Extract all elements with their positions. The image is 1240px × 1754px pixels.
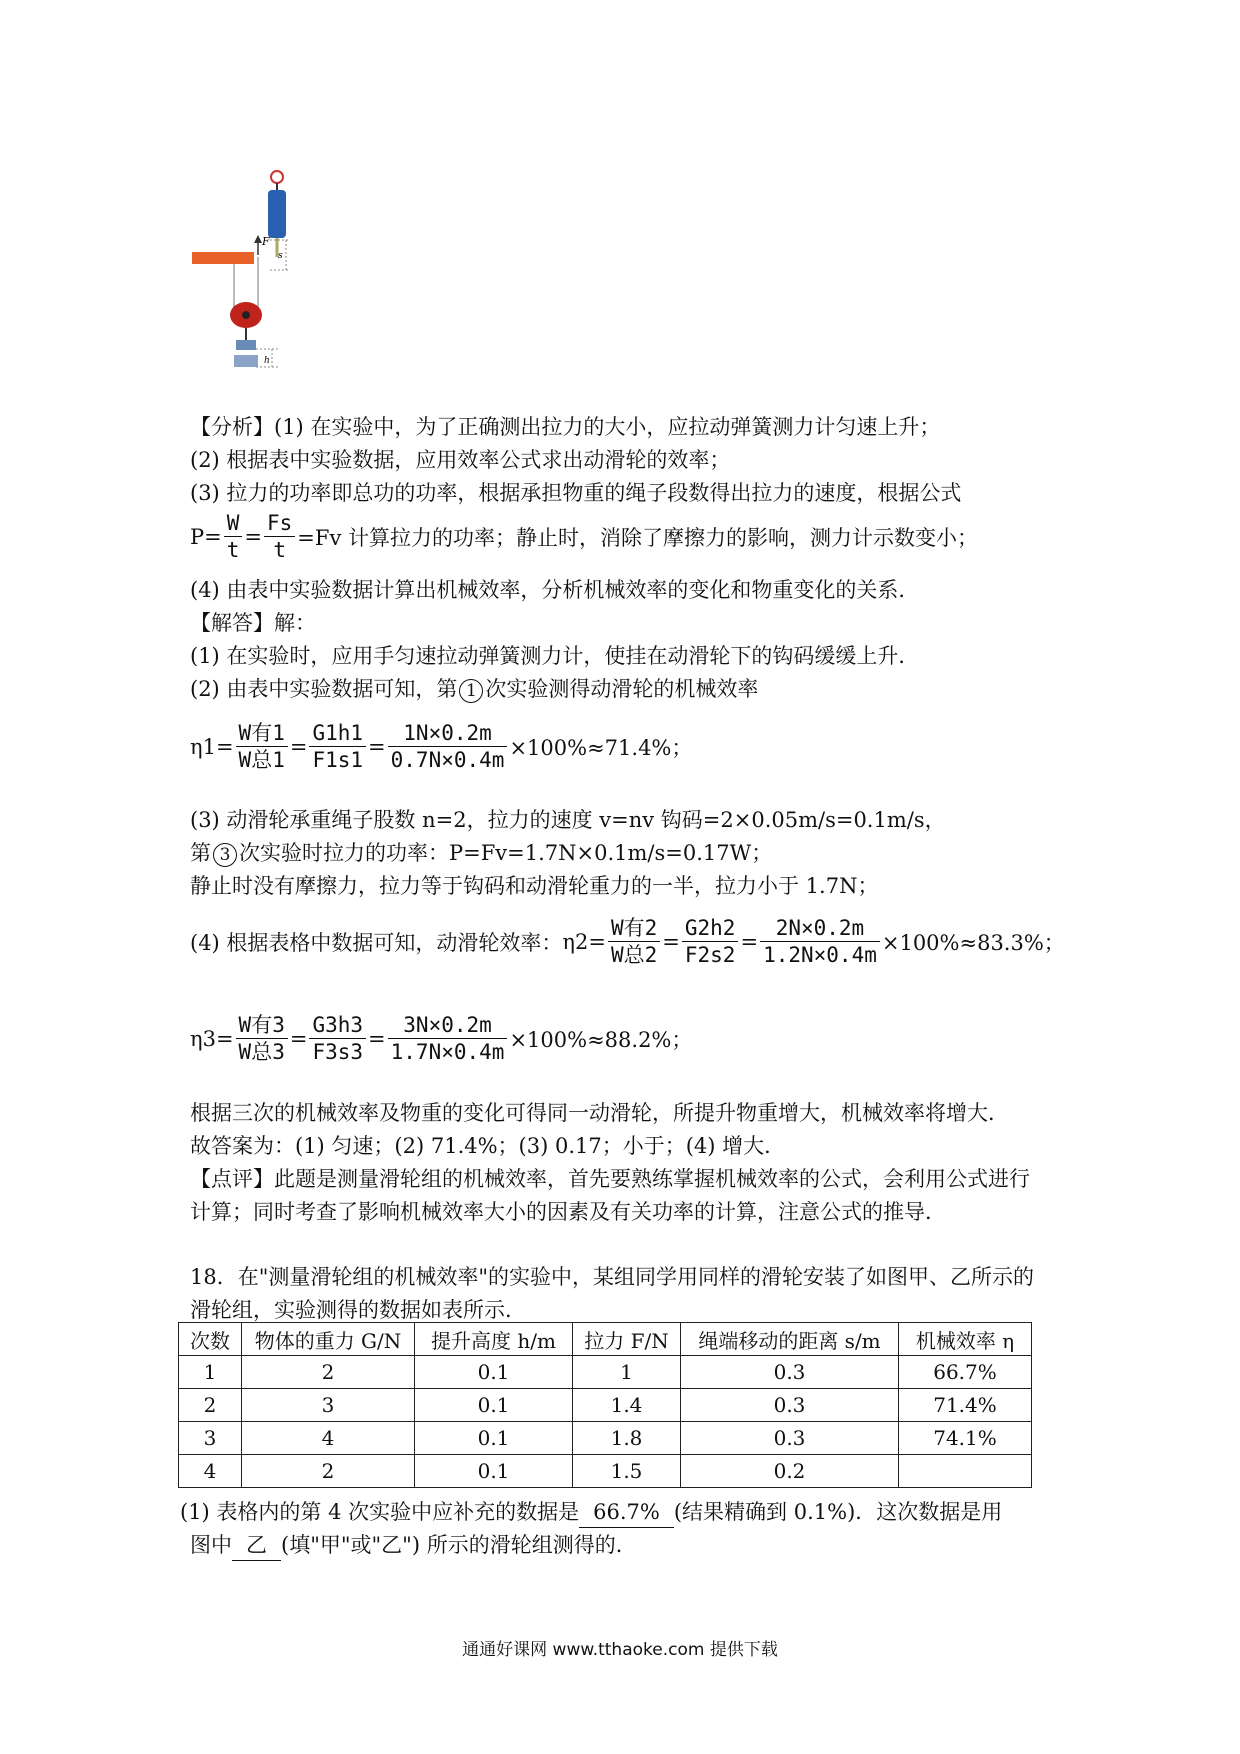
power-formula-line: P= $\frac{W}{t}$ = $\frac{Fs}{t}$ =Fv 计算拉力的功率；静止时，消除了摩擦力的影响，测力计示数变小； xyxy=(190,511,978,562)
spring-scale-ring xyxy=(271,171,283,183)
answer-conclusion: 根据三次的机械效率及物重的变化可得同一动滑轮，所提升物重增大，机械效率将增大． xyxy=(190,1101,1009,1125)
analysis-line-1: 【分析】(1) 在实验中，为了正确测出拉力的大小，应拉动弹簧测力计匀速上升； xyxy=(190,415,941,439)
eta3-formula: η3= $\frac{\text{W有3}}{\text{W总3}}$ = $\frac{G3h3}{F3s3}$ = $\frac{3N\times 0.2m}{1.7N\times 0.4m}$ ×100%≈88.2%； xyxy=(190,1013,693,1064)
support-beam xyxy=(192,252,254,264)
answer-blank: 66.7% xyxy=(579,1497,674,1528)
force-arrow-head xyxy=(254,235,262,243)
table-header: 物体的重力 G/N xyxy=(242,1323,415,1356)
table-row: 2 3 0.1 1.4 0.3 71.4% xyxy=(179,1389,1032,1422)
answer-line-3c: 静止时没有摩擦力，拉力等于钩码和动滑轮重力的一半，拉力小于 1.7N； xyxy=(190,874,879,898)
table-header: 绳端移动的距离 s/m xyxy=(681,1323,899,1356)
sub1-line-1: (1) 表格内的第 4 次实验中应补充的数据是 66.7% (结果精确到 0.1%)．这次数据是用 xyxy=(180,1497,1002,1528)
circled-number: 1 xyxy=(459,679,483,703)
comment-line-1: 【点评】此题是测量滑轮组的机械效率，首先要熟练掌握机械效率的公式，会利用公式进行 xyxy=(190,1167,1030,1191)
table-header: 拉力 F/N xyxy=(573,1323,681,1356)
table-row: 4 2 0.1 1.5 0.2 xyxy=(179,1455,1032,1488)
q18-line-1: 18．在"测量滑轮组的机械效率"的实验中，某组同学用同样的滑轮安装了如图甲、乙所示的 xyxy=(190,1265,1035,1289)
answer-line-3b: 第 3 次实验时拉力的功率：P=Fv=1.7N×0.1m/s=0.17W； xyxy=(190,841,773,865)
analysis-line-4: (4) 由表中实验数据计算出机械效率，分析机械效率的变化和物重变化的关系． xyxy=(190,578,920,602)
fraction-w-t: $\frac{W}{t}$ xyxy=(224,510,243,563)
answer-blank: 乙 xyxy=(232,1530,281,1561)
table-row: 3 4 0.1 1.8 0.3 74.1% xyxy=(179,1422,1032,1455)
q18-line-2: 滑轮组，实验测得的数据如表所示． xyxy=(190,1298,526,1322)
spring-scale-body xyxy=(268,190,286,238)
analysis-line-3: (3) 拉力的功率即总功的功率，根据承担物重的绳子段数得出拉力的速度，根据公式 xyxy=(190,481,962,505)
fraction-fs-t: $\frac{Fs}{t}$ xyxy=(264,510,295,563)
eta2-formula: (4) 根据表格中数据可知，动滑轮效率： η2= $\frac{\text{W有2}}{\text{W总2}}$ = $\frac{G2h2}{F2s2}$ = $\frac{2N\times 0.2m}{1.2N\times 0.4m}$ ×100%≈83.3%； xyxy=(190,916,1065,967)
force-label: F xyxy=(262,235,270,248)
answer-line-3: (3) 动滑轮承重绳子股数 n=2，拉力的速度 v=nv 钩码=2×0.05m/s=0.1m/s， xyxy=(190,808,946,832)
s-label: s xyxy=(278,251,283,261)
hook-weight-2 xyxy=(234,355,258,367)
answer-line-1: (1) 在实验时，应用手匀速拉动弹簧测力计，使挂在动滑轮下的钩码缓缓上升． xyxy=(190,644,920,668)
eta1-formula: η1= $\frac{\text{W有1}}{\text{W总1}}$ = $\frac{G1h1}{F1s1}$ = $\frac{1N\times 0.2m}{0.7N\times 0.4m}$ ×100%≈71.4%； xyxy=(190,721,693,772)
table-header: 次数 xyxy=(179,1323,242,1356)
table-row: 1 2 0.1 1 0.3 66.7% xyxy=(179,1356,1032,1389)
circled-number: 3 xyxy=(213,843,237,867)
sub1-line-2: 图中 乙 (填"甲"或"乙") 所示的滑轮组测得的． xyxy=(190,1530,637,1561)
table-header-row xyxy=(179,1323,1032,1356)
comment-line-2: 计算；同时考查了影响机械效率大小的因素及有关功率的计算，注意公式的推导． xyxy=(190,1200,946,1224)
data-table xyxy=(178,1322,1032,1488)
analysis-line-2: (2) 根据表中实验数据，应用效率公式求出动滑轮的效率； xyxy=(190,448,731,472)
answer-final: 故答案为：(1) 匀速；(2) 71.4%；(3) 0.17；小于；(4) 增大． xyxy=(190,1134,786,1158)
pulley-figure xyxy=(190,165,340,395)
answer-heading: 【解答】解： xyxy=(190,611,316,635)
pulley-axle xyxy=(242,311,250,319)
table-header: 机械效率 η xyxy=(899,1323,1032,1356)
hook-weight-1 xyxy=(236,340,256,350)
answer-line-2: (2) 由表中实验数据可知，第 1 次实验测得动滑轮的机械效率 xyxy=(190,677,759,701)
footer-credit: 通通好课网 www.tthaoke.com 提供下载 xyxy=(462,1640,778,1660)
table-header: 提升高度 h/m xyxy=(415,1323,573,1356)
h-label: h xyxy=(264,356,270,366)
